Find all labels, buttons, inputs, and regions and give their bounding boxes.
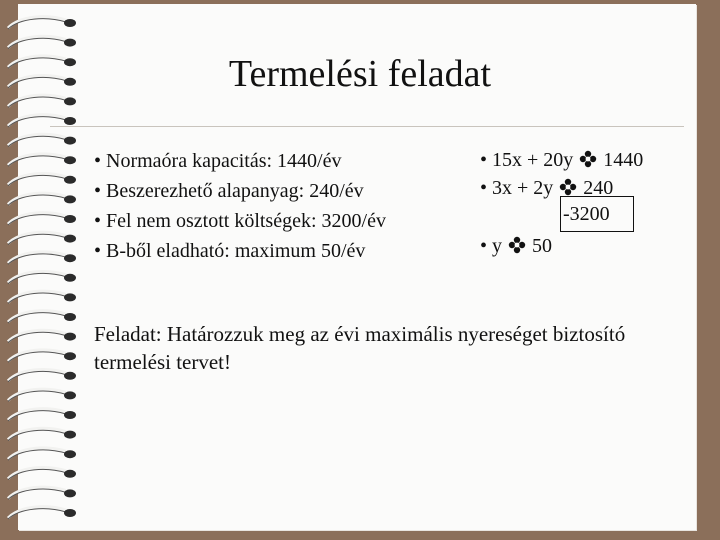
spiral-ring [8,311,76,323]
spiral-ring [8,507,76,519]
constraint-2-right: 240 [583,177,614,199]
bullet-capacity: • Normaóra kapacitás: 1440/év [94,150,342,172]
constraint-3-left: • y [480,235,503,257]
spiral-ring [8,154,76,166]
spiral-ring [8,272,76,284]
spiral-ring [8,330,76,342]
spiral-ring [8,291,76,303]
spiral-ring [8,409,76,421]
task-text: Feladat: Határozzuk meg az évi maximális nyereséget biztosító termelési tervet! [94,322,626,374]
spiral-ring [8,252,76,264]
spiral-ring [8,36,76,48]
bullet-material: • Beszerezhető alapanyag: 240/év [94,180,364,202]
bullet-demand: • B-ből eladható: maximum 50/év [94,240,366,262]
spiral-ring [8,174,76,186]
boxed-value: -3200 [563,203,610,225]
spiral-ring [8,389,76,401]
spiral-ring [8,370,76,382]
divider-line [50,126,684,127]
spiral-ring [8,448,76,460]
spiral-ring [8,350,76,362]
spiral-ring [8,487,76,499]
spiral-ring [8,134,76,146]
flower-relation-icon [559,178,577,196]
spiral-ring [8,468,76,480]
spiral-ring [8,95,76,107]
constraint-2-left: • 3x + 2y [480,177,554,199]
spiral-ring [8,193,76,205]
flower-relation-icon [508,236,526,254]
constraint-1-left: • 15x + 20y [480,149,574,171]
constraint-3 [480,232,552,260]
slide-title: Termelési feladat [228,53,492,95]
constraint-1-right: 1440 [603,149,644,171]
spiral-ring [8,115,76,127]
constraint-1 [480,146,643,174]
bullet-costs: • Fel nem osztott költségek: 3200/év [94,210,386,232]
spiral-ring [8,428,76,440]
spiral-ring [8,213,76,225]
spiral-ring [8,232,76,244]
constraint-3-right: 50 [532,235,553,257]
flower-relation-icon [579,150,597,168]
bullet-list [94,146,386,266]
spiral-ring [8,17,76,29]
